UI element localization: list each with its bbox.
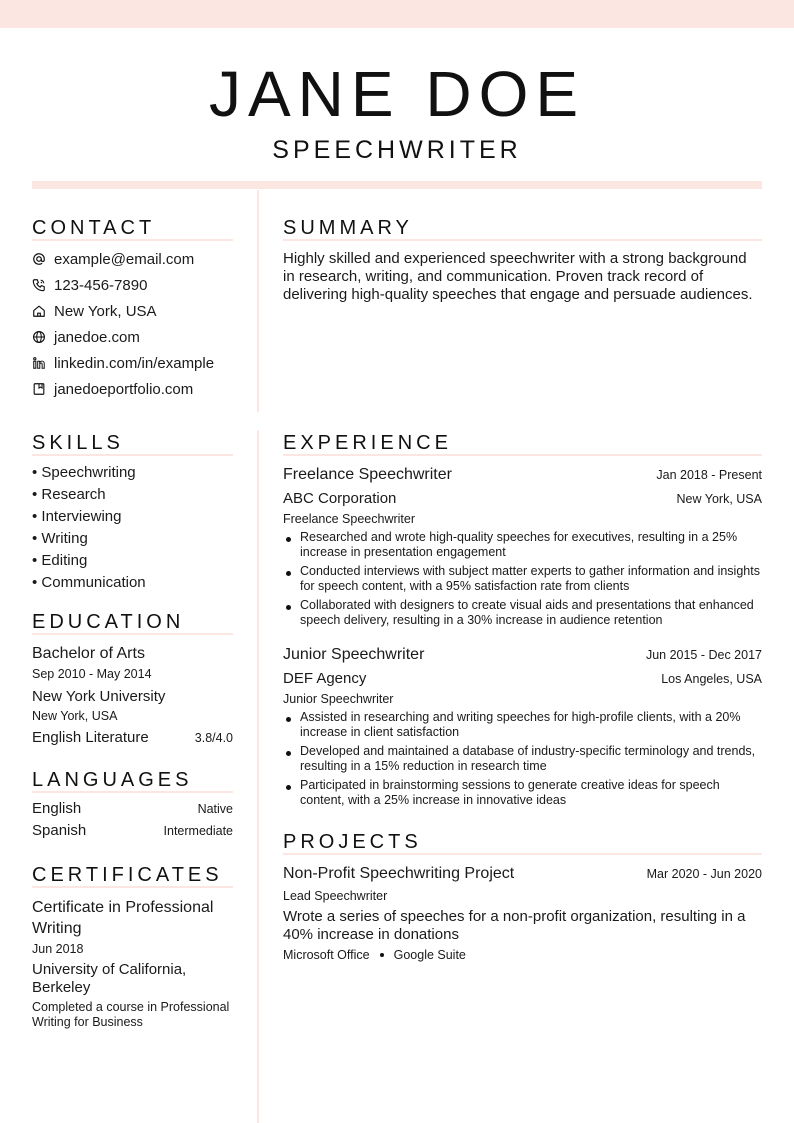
education-heading: EDUCATION — [32, 611, 185, 633]
project-entry — [283, 863, 762, 964]
job-bullet: Collaborated with designers to create visual aids and presentations that enhanced speech delivery, resulting in a 30% increase in audience retention — [283, 598, 762, 628]
job-bullet: Researched and wrote high-quality speeches for executives, resulting in a 25% increase in presentation engagement — [283, 530, 762, 560]
skills-heading: SKILLS — [32, 432, 124, 454]
language-level: Native — [197, 802, 233, 816]
language-level: Intermediate — [163, 824, 233, 838]
certificates-heading: CERTIFICATES — [32, 864, 223, 886]
job-header — [283, 464, 762, 486]
languages-rule — [32, 791, 233, 793]
skill-item: • Speechwriting — [32, 464, 136, 481]
contact-heading: CONTACT — [32, 217, 156, 239]
certificate-date: Jun 2018 — [32, 942, 84, 956]
education-dates: Sep 2010 - May 2014 — [32, 667, 152, 681]
education-rule — [32, 633, 233, 635]
project-tool: Google Suite — [393, 948, 466, 962]
job-role: Junior Speechwriter — [283, 692, 394, 706]
skill-item: • Writing — [32, 530, 88, 547]
job-bullet: Conducted interviews with subject matter experts to gather information and insights for speech content, with a 95% satisfaction rate from clients — [283, 564, 762, 594]
education-field-row — [32, 728, 233, 748]
job-bullet: Participated in brainstorming sessions to generate creative ideas for speech content, with a 25% increase in innovative ideas — [283, 778, 762, 808]
education-degree: Bachelor of Arts — [32, 645, 145, 662]
contact-linkedin[interactable] — [32, 350, 233, 376]
contact-phone-text: 123-456-7890 — [54, 276, 148, 294]
contact-location-text: New York, USA — [54, 302, 157, 320]
contact-location — [32, 298, 233, 324]
certificate-name: Certificate in Professional Writing — [32, 899, 214, 937]
project-tool: Microsoft Office — [283, 948, 370, 962]
contact-linkedin-text: linkedin.com/in/example — [54, 354, 215, 372]
skill-item: • Research — [32, 486, 106, 503]
linkedin-icon — [32, 356, 46, 370]
education-school: New York University — [32, 688, 166, 705]
contact-email[interactable] — [32, 246, 233, 272]
contact-portfolio-text: janedoeportfolio.com — [54, 380, 194, 398]
language-row — [32, 822, 233, 844]
job-entry — [283, 464, 762, 632]
portfolio-icon — [32, 382, 46, 396]
job-role: Freelance Speechwriter — [283, 512, 416, 526]
experience-rule — [283, 454, 762, 456]
job-entry — [283, 644, 762, 812]
certificate-description: Completed a course in Professional Writing for Business — [32, 1000, 230, 1029]
candidate-name: JANE DOE — [208, 58, 586, 130]
languages-list — [32, 800, 233, 844]
contact-email-text: example@email.com — [54, 250, 195, 268]
column-divider-bottom — [257, 430, 259, 1123]
summary-rule — [283, 239, 762, 241]
job-location: Los Angeles, USA — [661, 672, 762, 686]
job-bullet: Developed and maintained a database of industry-specific terminology and trends, resulting in a 15% reduction in research time — [283, 744, 762, 774]
project-name: Non-Profit Speechwriting Project — [283, 865, 515, 882]
summary-heading: SUMMARY — [283, 217, 413, 239]
certificates-rule — [32, 886, 233, 888]
job-company: DEF Agency — [283, 670, 367, 687]
project-header — [283, 863, 762, 885]
home-icon — [32, 304, 46, 318]
education-field: English Literature — [32, 729, 149, 746]
job-title: Junior Speechwriter — [283, 646, 425, 663]
language-name: Spanish — [32, 822, 87, 839]
job-bullet: Assisted in researching and writing speeches for high-profile clients, with a 20% increase in client satisfaction — [283, 710, 762, 740]
phone-icon — [32, 278, 46, 292]
certificate-entry — [32, 897, 233, 1030]
skill-item: • Editing — [32, 552, 88, 569]
skills-rule — [32, 454, 233, 456]
column-divider-top — [257, 190, 259, 412]
tool-separator-dot — [380, 953, 384, 957]
contact-website-text: janedoe.com — [54, 328, 140, 346]
top-accent-band — [0, 0, 794, 28]
education-gpa: 3.8/4.0 — [194, 731, 233, 745]
experience-heading: EXPERIENCE — [283, 432, 452, 454]
languages-heading: LANGUAGES — [32, 769, 193, 791]
contact-rule — [32, 239, 233, 241]
project-dates: Mar 2020 - Jun 2020 — [646, 867, 762, 881]
language-name: English — [32, 800, 82, 817]
contact-phone[interactable] — [32, 272, 233, 298]
projects-heading: PROJECTS — [283, 831, 422, 853]
job-bullets — [283, 710, 762, 808]
contact-list — [32, 246, 233, 402]
project-role: Lead Speechwriter — [283, 889, 388, 903]
language-row — [32, 800, 233, 822]
job-dates: Jun 2015 - Dec 2017 — [645, 648, 762, 662]
education-location: New York, USA — [32, 709, 118, 723]
job-company-row — [283, 488, 762, 510]
certificate-issuer: University of California, Berkeley — [32, 961, 187, 996]
summary-block — [283, 250, 762, 304]
project-tools — [283, 946, 762, 964]
at-icon — [32, 252, 46, 266]
job-bullets — [283, 530, 762, 628]
education-entry — [32, 643, 233, 748]
contact-website[interactable] — [32, 324, 233, 350]
skill-item: • Communication — [32, 574, 146, 591]
candidate-title: SPEECHWRITER — [272, 136, 522, 164]
job-company: ABC Corporation — [283, 490, 397, 507]
header-divider — [32, 181, 762, 189]
project-description: Wrote a series of speeches for a non-profit organization, resulting in a 40% increase in donations — [283, 908, 746, 943]
skills-list — [32, 462, 233, 594]
job-header — [283, 644, 762, 666]
projects-rule — [283, 853, 762, 855]
contact-portfolio[interactable] — [32, 376, 233, 402]
job-location: New York, USA — [676, 492, 762, 506]
skill-item: • Interviewing — [32, 508, 122, 525]
summary-text: Highly skilled and experienced speechwriter with a strong background in research, writing, and communication. Proven track record of delivering high-quality speeches that engage and persuade audiences. — [283, 250, 753, 303]
job-title: Freelance Speechwriter — [283, 466, 452, 483]
globe-icon — [32, 330, 46, 344]
job-company-row — [283, 668, 762, 690]
job-dates: Jan 2018 - Present — [656, 468, 762, 482]
